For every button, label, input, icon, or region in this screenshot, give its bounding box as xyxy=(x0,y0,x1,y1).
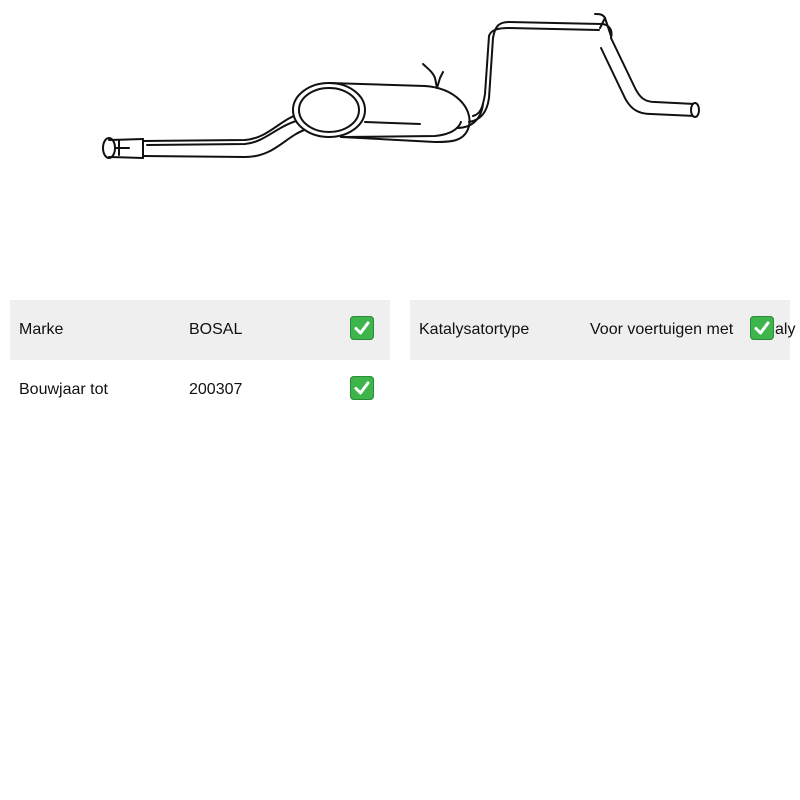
spec-table-left xyxy=(10,300,390,420)
check-icon xyxy=(350,316,374,340)
spec-value: BOSAL xyxy=(189,321,243,338)
spec-row-marke xyxy=(10,300,390,360)
spec-value: Voor voertuigen met xyxy=(590,321,734,338)
spec-table-right xyxy=(410,300,796,360)
spec-value-overflow: aly xyxy=(775,321,796,338)
spec-label: Marke xyxy=(19,321,64,338)
exhaust-muffler-drawing xyxy=(95,8,705,168)
spec-value: 200307 xyxy=(189,381,243,398)
check-icon xyxy=(750,316,774,340)
spec-label: Katalysatortype xyxy=(419,321,530,338)
spec-row-katalysatortype xyxy=(410,300,796,360)
spec-row-bouwjaar xyxy=(10,360,390,420)
spec-label: Bouwjaar tot xyxy=(19,381,108,398)
check-icon xyxy=(350,376,374,400)
